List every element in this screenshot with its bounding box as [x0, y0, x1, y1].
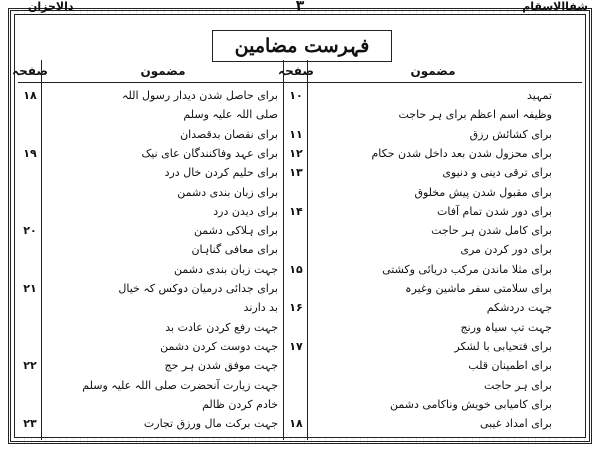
contents-entry: برای فتحیابی با لشکر: [454, 339, 552, 353]
page-ref: [18, 202, 42, 222]
contents-entry: برای سلامتی سفر ماشین وغیرہ: [405, 282, 552, 295]
contents-entry: جہت رفع کردن عادت بد: [165, 320, 278, 334]
contents-entry: برای امداد غیبی: [479, 417, 552, 431]
page-ref: [284, 395, 308, 415]
contents-entry: برای حاصل شدن دیدار رسول اللہ: [122, 89, 278, 102]
contents-entry: برای نقصان بدقصدان: [180, 127, 278, 141]
contents-entry: برای دور شدن تمام آفات: [437, 204, 552, 218]
page-ref: ۱۶: [289, 301, 303, 315]
header-rule: [18, 82, 582, 83]
page-ref: [18, 318, 42, 338]
page-ref: [18, 163, 42, 183]
contents-entry: برای زبان بندی دشمن: [177, 185, 278, 199]
contents-entry: برای عہد وفاکنندگان عای نیک: [141, 146, 278, 160]
page-ref: [284, 376, 308, 396]
page-ref: ۱۳: [289, 166, 303, 180]
page-ref: [18, 395, 42, 415]
contents-entry: برای جدائی درمیان دوکس کہ خیال: [118, 282, 278, 295]
page-ref: [18, 105, 42, 125]
page-ref: ۱۸: [23, 89, 37, 102]
contents-entry: جہت زیارت آنحضرت صلی اللہ علیہ وسلم: [82, 378, 278, 392]
page-ref: ۱۵: [289, 262, 303, 276]
page-ref: ۱۹: [23, 146, 37, 160]
page-ref: [18, 240, 42, 260]
contents-entry: برای کامیابی خویش وناکامی دشمن: [390, 397, 552, 411]
page-ref: [284, 240, 308, 260]
contents-entry: برای محزول شدن بعد داخل شدن حکام: [371, 146, 552, 160]
page-ref: ۱۷: [289, 339, 303, 353]
contents-entry: جہت دوست کردن دشمن: [160, 339, 278, 353]
contents-entry: جہت برکت مال ورزق تجارت: [143, 417, 278, 431]
page-ref: ۱۴: [289, 204, 303, 218]
header-left-page: صفحہ: [12, 64, 48, 78]
contents-entry: برای اطمینان قلب: [468, 359, 552, 373]
contents-entry: جہت تپ سیاہ ورنج: [460, 320, 552, 334]
page-ref: [18, 337, 42, 357]
page-ref: [284, 221, 308, 241]
page-title: فہرست مضامین: [212, 30, 392, 62]
contents-entry: برای ہلاکی دشمن: [193, 224, 278, 238]
page-ref: ۲۰: [23, 224, 37, 238]
page-ref: ۱۱: [289, 127, 303, 141]
page-ref: [284, 279, 308, 299]
contents-entry: برای ترقی دینی و دنیوی: [442, 166, 552, 180]
contents-entry: برای دور کردن مری: [460, 243, 552, 257]
contents-entry: جہت موفق شدن ہر حج: [164, 359, 278, 373]
contents-entry: برای مثلا ماندن مرکب دریائی وکشتی: [382, 262, 552, 276]
page-number: ۳: [295, 0, 305, 14]
page-ref: [18, 376, 42, 396]
page-ref: ۱۲: [289, 146, 303, 160]
contents-entry: وظیفہ اسم اعظم برای ہر حاجت: [398, 108, 552, 122]
page-ref: [18, 183, 42, 203]
contents-entry: برای مقبول شدن پیش مخلوق: [414, 185, 552, 199]
contents-entry: برای دیدن درد: [213, 204, 278, 218]
running-head: [8, 0, 592, 16]
contents-entry: برای حلیم کردن خال درد: [164, 166, 278, 180]
contents-entry: تمہید: [527, 89, 552, 102]
page-ref: [18, 260, 42, 280]
contents-entry: جہت زبان بندی دشمن: [174, 262, 278, 276]
contents-table: [12, 60, 582, 440]
page-ref: [284, 356, 308, 376]
page-ref: ۲۳: [23, 417, 37, 431]
contents-entry: برای کامل شدن ہر حاجت: [431, 224, 552, 238]
contents-entry: برای معافی گناہان: [191, 243, 278, 257]
contents-entry: بد دارند: [243, 301, 278, 315]
header-right-subject: مضمون: [410, 64, 456, 78]
page-ref: [284, 318, 308, 338]
page-ref: [284, 105, 308, 125]
running-head-right: شفاالاسقام: [522, 0, 588, 13]
page-ref: [18, 298, 42, 318]
page-ref: [18, 125, 42, 145]
contents-entry: برای کشائش رزق: [469, 127, 552, 141]
contents-entry: جہت دردشکم: [486, 301, 552, 315]
header-left-subject: مضمون: [140, 64, 186, 78]
page-ref: ۱۰: [289, 89, 303, 102]
running-head-left: دالاحزان: [28, 0, 74, 13]
contents-entry: صلی اللہ علیہ وسلم: [183, 108, 278, 122]
page-ref: [284, 183, 308, 203]
page-ref: ۱۸: [289, 417, 303, 431]
header-right-page: صفحہ: [278, 64, 314, 78]
contents-entry: خادم کردن ظالم: [202, 397, 278, 411]
contents-entry: برای ہر حاجت: [483, 378, 552, 392]
page-ref: ۲۱: [23, 282, 37, 295]
page-ref: ۲۲: [23, 359, 37, 373]
